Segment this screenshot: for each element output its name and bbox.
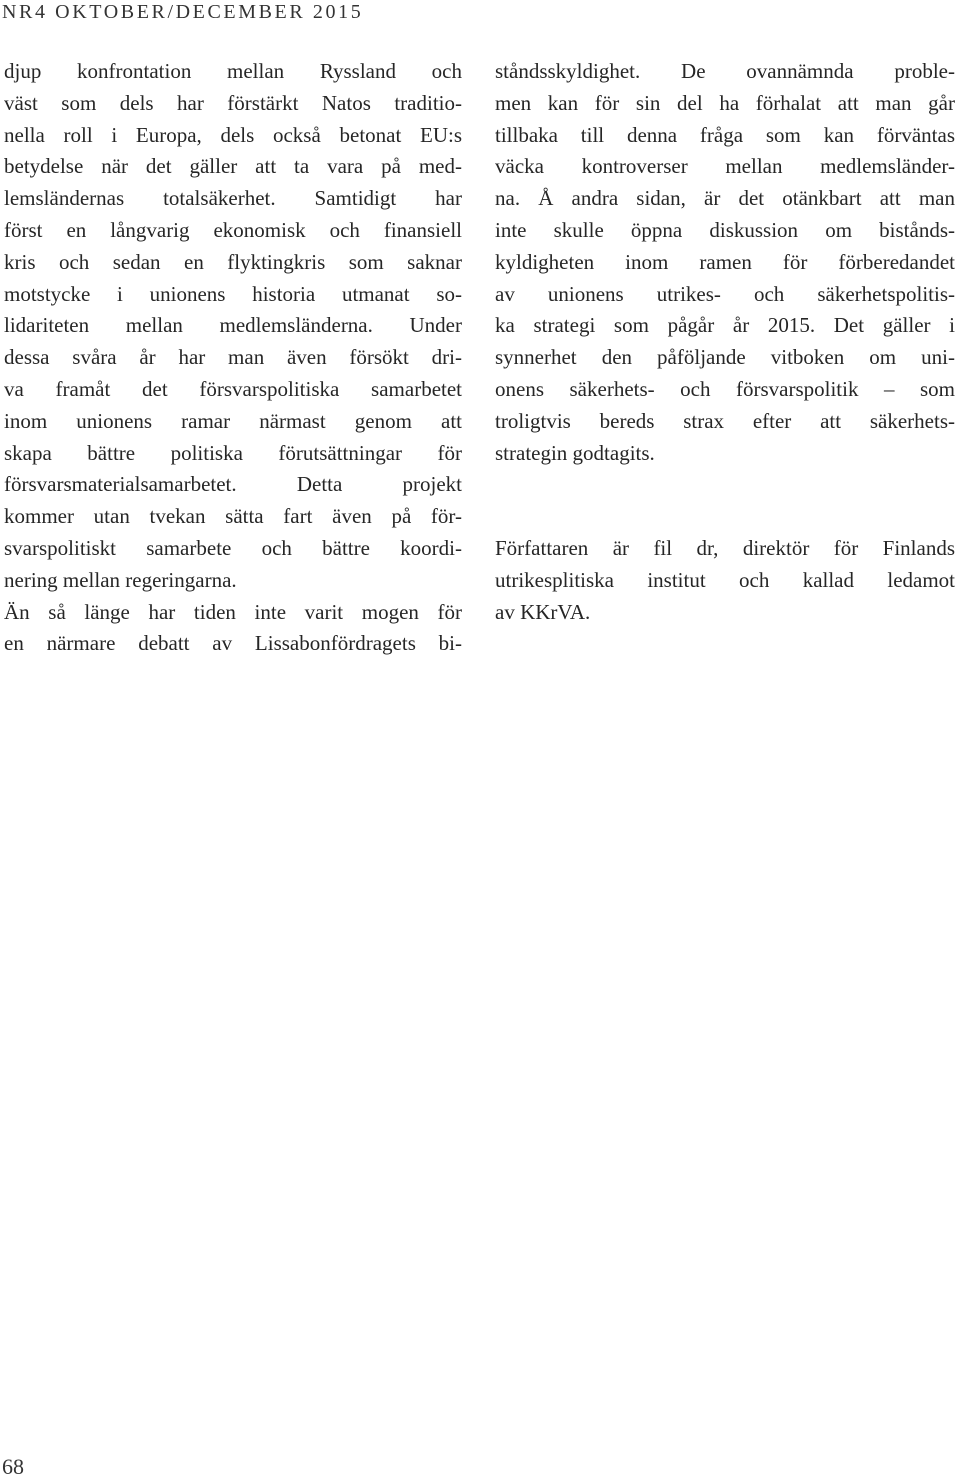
page-number: 68 [2, 1454, 24, 1479]
body-line: lidariteten mellan medlemsländerna. Under [4, 313, 462, 338]
body-line: kommer utan tvekan sätta fart även på för- [4, 504, 462, 529]
body-line: strategin godtagits. [495, 440, 655, 465]
running-header: NR4 OKTOBER/DECEMBER 2015 [2, 1, 364, 23]
author-note-line: av KKrVA. [495, 599, 591, 624]
body-line: va framåt det försvarspolitiska samarbetet [4, 376, 462, 401]
body-line: inom unionens ramar närmast genom att [4, 408, 462, 433]
body-line: av unionens utrikes- och säkerhetspolitis- [495, 281, 955, 306]
author-note [495, 533, 955, 628]
body-line: väst som dels har förstärkt Natos traditio- [4, 90, 462, 115]
body-line: dessa svåra år har man även försökt dri- [4, 345, 462, 370]
body-line: nella roll i Europa, dels också betonat EU:s [4, 122, 462, 147]
body-line: synnerhet den påföljande vitboken om uni- [495, 345, 955, 370]
body-line: onens säkerhets- och försvarspolitik – som [495, 376, 955, 401]
author-note-line: utrikesplitiska institut och kallad ledamot [495, 567, 955, 592]
body-line: väcka kontroverser mellan medlemsländer- [495, 154, 955, 179]
body-line: motstycke i unionens historia utmanat so- [4, 281, 462, 306]
body-line: tillbaka till denna fråga som kan förväntas [495, 122, 955, 147]
body-line: ka strategi som pågår år 2015. Det gäller i [495, 313, 955, 338]
body-line: inte skulle öppna diskussion om bistånds- [495, 217, 955, 242]
body-line: skapa bättre politiska förutsättningar för [4, 440, 462, 465]
body-line: kyldigheten inom ramen för förberedandet [495, 249, 955, 274]
paragraph-gap [495, 469, 955, 533]
body-line: en närmare debatt av Lissabonfördragets bi- [4, 631, 462, 656]
body-line: ståndsskyldighet. De ovannämnda proble- [495, 59, 955, 83]
body-line: lemsländernas totalsäkerhet. Samtidigt har [4, 186, 462, 211]
body-line: svarspolitiskt samarbete och bättre koordi- [4, 535, 462, 560]
body-line: Än så länge har tiden inte varit mogen för [4, 599, 462, 624]
author-note-line: Författaren är fil dr, direktör för Finlands [495, 535, 955, 560]
body-line: kris och sedan en flyktingkris som saknar [4, 249, 462, 274]
body-line: men kan för sin del ha förhalat att man går [495, 90, 955, 115]
right-column [495, 56, 955, 628]
body-line: först en långvarig ekonomisk och finansiell [4, 217, 462, 242]
body-line: nering mellan regeringarna. [4, 567, 237, 592]
body-line: na. Å andra sidan, är det otänkbart att man [495, 186, 955, 211]
body-line: betydelse när det gäller att ta vara på med- [4, 154, 462, 179]
body-line: försvarsmaterialsamarbetet. Detta projekt [4, 472, 462, 497]
left-column [4, 56, 462, 660]
body-line: troligtvis bereds strax efter att säkerhets- [495, 408, 955, 433]
body-line: djup konfrontation mellan Ryssland och [4, 59, 462, 83]
